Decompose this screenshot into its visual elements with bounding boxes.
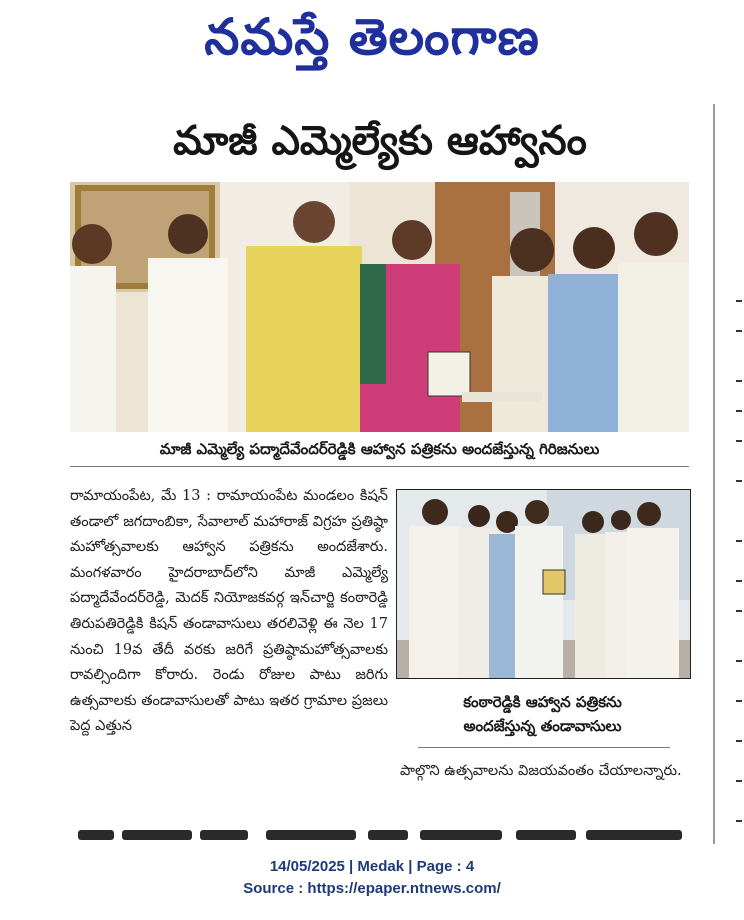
photo-main-caption: మాజీ ఎమ్మెల్యే పద్మాదేవేందర్‌రెడ్డికి ఆహ్వాన పత్రికను అందజేస్తున్న గిరిజనులు	[159, 440, 600, 458]
photo-secondary-caption-line-1: కంఠారెడ్డికి ఆహ్వాన పత్రికను	[463, 693, 622, 711]
article-photo-secondary	[396, 489, 691, 679]
article-body-left: రామాయంపేట, మే 13 : రామాయంపేట మండలం కిషన్ తండాలో జగదాంబికా, సేవాలాల్ మహారాజ్ విగ్రహ ప్రతిష్ఠా మహోత్సవాలకు ఆహ్వాన పత్రికను అందజేశారు. మంగళవారం హైదరాబాద్‌లోని మాజీ ఎమ్మెల్యే పద్మాదేవేందర్‌రెడ్డి, మెదక్ నియోజకవర్గ ఇన్‌చార్జి కంఠారెడ్డి తిరుపతిరెడ్డికి కిషన్ తండావాసులు తరలివెళ్లి ఈ నెల 17 నుంచి 19వ తేదీ వరకు జరిగే ప్రతిష్ఠామహోత్సవాలకు రావల్సిందిగా కోరారు. రెండు రోజుల పాటు జరిగు ఉత్సవాలకు తండావాసులతో పాటు ఇతర గ్రామాల ప్రజలు పెద్ద ఎత్తున	[70, 488, 388, 735]
photo-secondary-caption	[396, 690, 689, 738]
caption-rule	[70, 466, 689, 467]
adjacent-column-fragment	[736, 140, 744, 860]
article-photo-main	[70, 182, 689, 432]
page-footer	[0, 856, 744, 900]
article-body-right: పాల్గొని ఉత్సవాలను విజయవంతం చేయాలన్నారు.	[400, 763, 682, 779]
newspaper-masthead	[0, 0, 744, 80]
photo-secondary-caption-line-2: అందజేస్తున్న తండావాసులు	[463, 717, 622, 735]
source-link[interactable]: Source : https://epaper.ntnews.com/	[243, 880, 501, 897]
column-divider	[713, 104, 715, 844]
masthead-title: నమస్తే తెలంగాణ	[204, 7, 540, 66]
next-article-cut-off	[70, 826, 689, 840]
edition-info: 14/05/2025 | Medak | Page : 4	[269, 858, 475, 875]
article-headline: మాజీ ఎమ్మెల్యేకు ఆహ్వానం	[173, 118, 587, 164]
caption-rule-secondary	[418, 747, 670, 748]
